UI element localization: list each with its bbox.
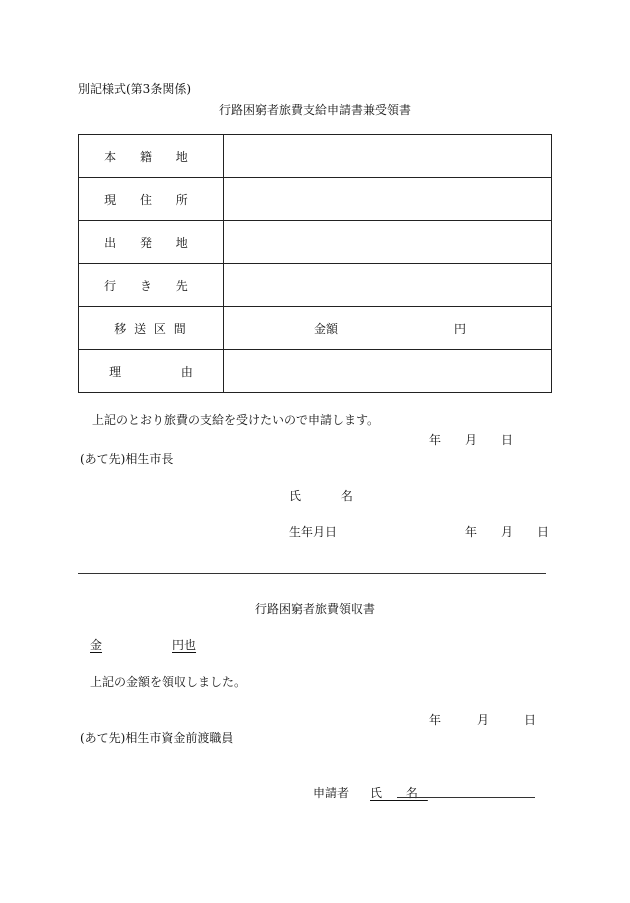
application-date-month: 月 xyxy=(465,433,478,447)
receipt-title: 行路困窮者旅費領収書 xyxy=(254,602,375,616)
row-label-reason xyxy=(79,350,224,393)
row-value-amount[interactable] xyxy=(224,307,552,350)
row-label-address xyxy=(79,178,224,221)
application-table xyxy=(78,134,552,393)
row-label-text: 本 籍 地 xyxy=(104,149,198,164)
table-row xyxy=(79,307,552,350)
applicant-name-label: 氏 名 xyxy=(289,489,371,503)
row-label-text: 出 発 地 xyxy=(104,235,198,250)
application-date-day: 日 xyxy=(501,433,514,447)
dob-label: 生年月日 xyxy=(289,525,338,539)
amount-suffix: 円也 xyxy=(172,638,197,652)
receipt-statement: 上記の金額を領収しました。 xyxy=(90,675,247,689)
amount-prefix: 金 xyxy=(90,638,103,652)
table-row xyxy=(79,221,552,264)
table-row xyxy=(79,350,552,393)
receipt-name-label: 氏 名 xyxy=(370,786,428,800)
section-divider xyxy=(78,573,546,574)
row-label-departure xyxy=(79,221,224,264)
yen-label: 円 xyxy=(454,322,467,336)
row-label-honseki xyxy=(79,135,224,178)
dob-day: 日 xyxy=(537,525,550,539)
dob-month: 月 xyxy=(501,525,514,539)
row-value-honseki[interactable] xyxy=(224,135,552,178)
row-label-destination xyxy=(79,264,224,307)
amount-label: 金額 xyxy=(314,322,339,336)
table-row xyxy=(79,178,552,221)
table-row xyxy=(79,264,552,307)
application-statement: 上記のとおり旅費の支給を受けたいので申請します。 xyxy=(92,413,380,427)
receipt-addressee: (あて先)相生市資金前渡職員 xyxy=(80,731,234,745)
form-reference: 別記様式(第3条関係) xyxy=(78,82,191,96)
row-value-departure[interactable] xyxy=(224,221,552,264)
dob-year: 年 xyxy=(465,525,478,539)
receipt-date-month: 月 xyxy=(477,713,490,727)
application-date-year: 年 xyxy=(429,433,442,447)
row-label-text: 現 住 所 xyxy=(104,192,198,207)
receipt-date-day: 日 xyxy=(524,713,537,727)
row-value-destination[interactable] xyxy=(224,264,552,307)
receipt-date-year: 年 xyxy=(429,713,442,727)
row-label-transfer-section xyxy=(79,307,224,350)
application-title: 行路困窮者旅費支給申請書兼受領書 xyxy=(218,103,411,117)
row-value-address[interactable] xyxy=(224,178,552,221)
row-value-reason[interactable] xyxy=(224,350,552,393)
table-row xyxy=(79,135,552,178)
row-label-text: 理 由 xyxy=(109,364,221,379)
receipt-amount xyxy=(90,636,197,653)
row-label-text: 移 送 区 間 xyxy=(114,321,188,336)
application-addressee: (あて先)相生市長 xyxy=(80,452,174,466)
applicant-label: 申請者 xyxy=(313,786,350,800)
signature-line[interactable] xyxy=(397,797,535,798)
row-label-text: 行 き 先 xyxy=(104,278,198,293)
